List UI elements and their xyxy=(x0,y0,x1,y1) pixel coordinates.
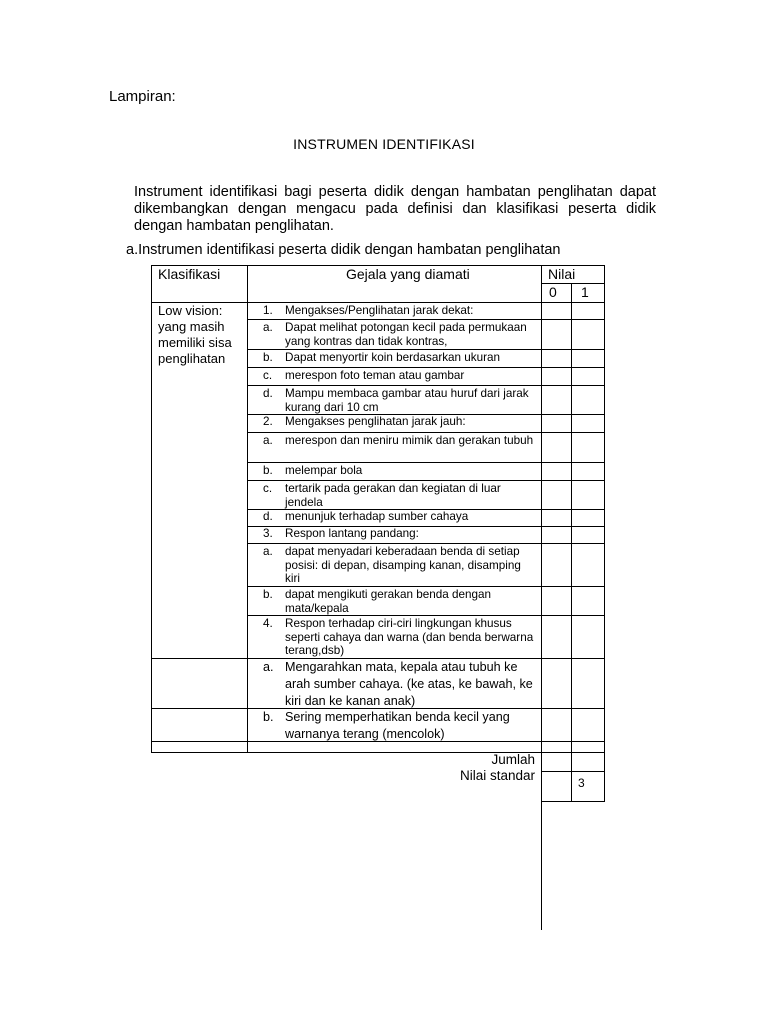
jumlah-label: Jumlah xyxy=(491,752,535,767)
totals-labels xyxy=(440,752,535,784)
nilai-standar-label: Nilai standar xyxy=(459,768,535,783)
item-text: merespon dan meniru mimik dan gerakan tubuh xyxy=(285,434,534,447)
lampiran-label: Lampiran: xyxy=(109,88,176,105)
item-text: Respon terhadap ciri-ciri lingkungan khusus seperti cahaya dan warna (dan benda berwarna terang,dsb) xyxy=(285,617,534,657)
item-text: Dapat melihat potongan kecil pada permukaan yang kontras dan tidak kontras, xyxy=(285,321,527,348)
item-marker: a. xyxy=(263,321,273,334)
item-marker: 1. xyxy=(263,304,273,317)
header-nilai: Nilai xyxy=(548,266,576,282)
header-klasifikasi: Klasifikasi xyxy=(158,266,221,282)
item-text: Mengakses penglihatan jarak jauh: xyxy=(285,415,466,428)
item-text: tertarik pada gerakan dan kegiatan di luar jendela xyxy=(285,482,501,509)
item-text: Respon lantang pandang: xyxy=(285,527,419,540)
item-marker: d. xyxy=(263,387,273,400)
item-text: Sering memperhatikan benda kecil yang warnanya terang (mencolok) xyxy=(285,710,510,741)
item-marker: b. xyxy=(263,464,273,477)
item-marker: b. xyxy=(263,710,274,724)
item-marker: b. xyxy=(263,351,273,364)
item-text: Mampu membaca gambar atau huruf dari jarak kurang dari 10 cm xyxy=(285,387,529,414)
header-nilai-0: 0 xyxy=(549,284,557,300)
item-marker: 2. xyxy=(263,415,273,428)
item-text: melempar bola xyxy=(285,464,363,477)
nilai-standar-value: 3 xyxy=(578,776,585,790)
item-marker: d. xyxy=(263,510,273,523)
document-title: INSTRUMEN IDENTIFIKASI xyxy=(293,136,475,152)
item-text: Mengakses/Penglihatan jarak dekat: xyxy=(285,304,474,317)
item-marker: a. xyxy=(263,660,274,674)
item-marker: 4. xyxy=(263,617,273,630)
item-marker: a. xyxy=(263,545,273,558)
instrument-subheading: a.Instrumen identifikasi peserta didik dengan hambatan penglihatan xyxy=(126,242,561,258)
item-text: dapat menyadari keberadaan benda di setiap posisi: di depan, disamping kanan, disamping kiri xyxy=(285,545,521,585)
item-text: dapat mengikuti gerakan benda dengan mata/kepala xyxy=(285,588,491,615)
item-marker: b. xyxy=(263,588,273,601)
intro-paragraph: Instrument identifikasi bagi peserta didik dengan hambatan penglihatan dapat dikembangkan dengan mengacu pada definisi dan klasifikasi peserta didik dengan hambatan penglihatan. xyxy=(134,184,656,234)
item-marker: c. xyxy=(263,369,273,382)
klasifikasi-low-vision: Low vision: yang masih memiliki sisa penglihatan xyxy=(158,303,232,366)
item-text: Mengarahkan mata, kepala atau tubuh ke arah sumber cahaya. (ke atas, ke bawah, ke kiri dan ke kanan anak) xyxy=(285,660,533,708)
item-marker: c. xyxy=(263,482,273,495)
item-text: merespon foto teman atau gambar xyxy=(285,369,465,382)
item-text: menunjuk terhadap sumber cahaya xyxy=(285,510,469,523)
item-marker: 3. xyxy=(263,527,273,540)
item-marker: a. xyxy=(263,434,273,447)
header-nilai-1: 1 xyxy=(581,284,589,300)
header-gejala: Gejala yang diamati xyxy=(346,266,470,282)
item-text: Dapat menyortir koin berdasarkan ukuran xyxy=(285,351,501,364)
